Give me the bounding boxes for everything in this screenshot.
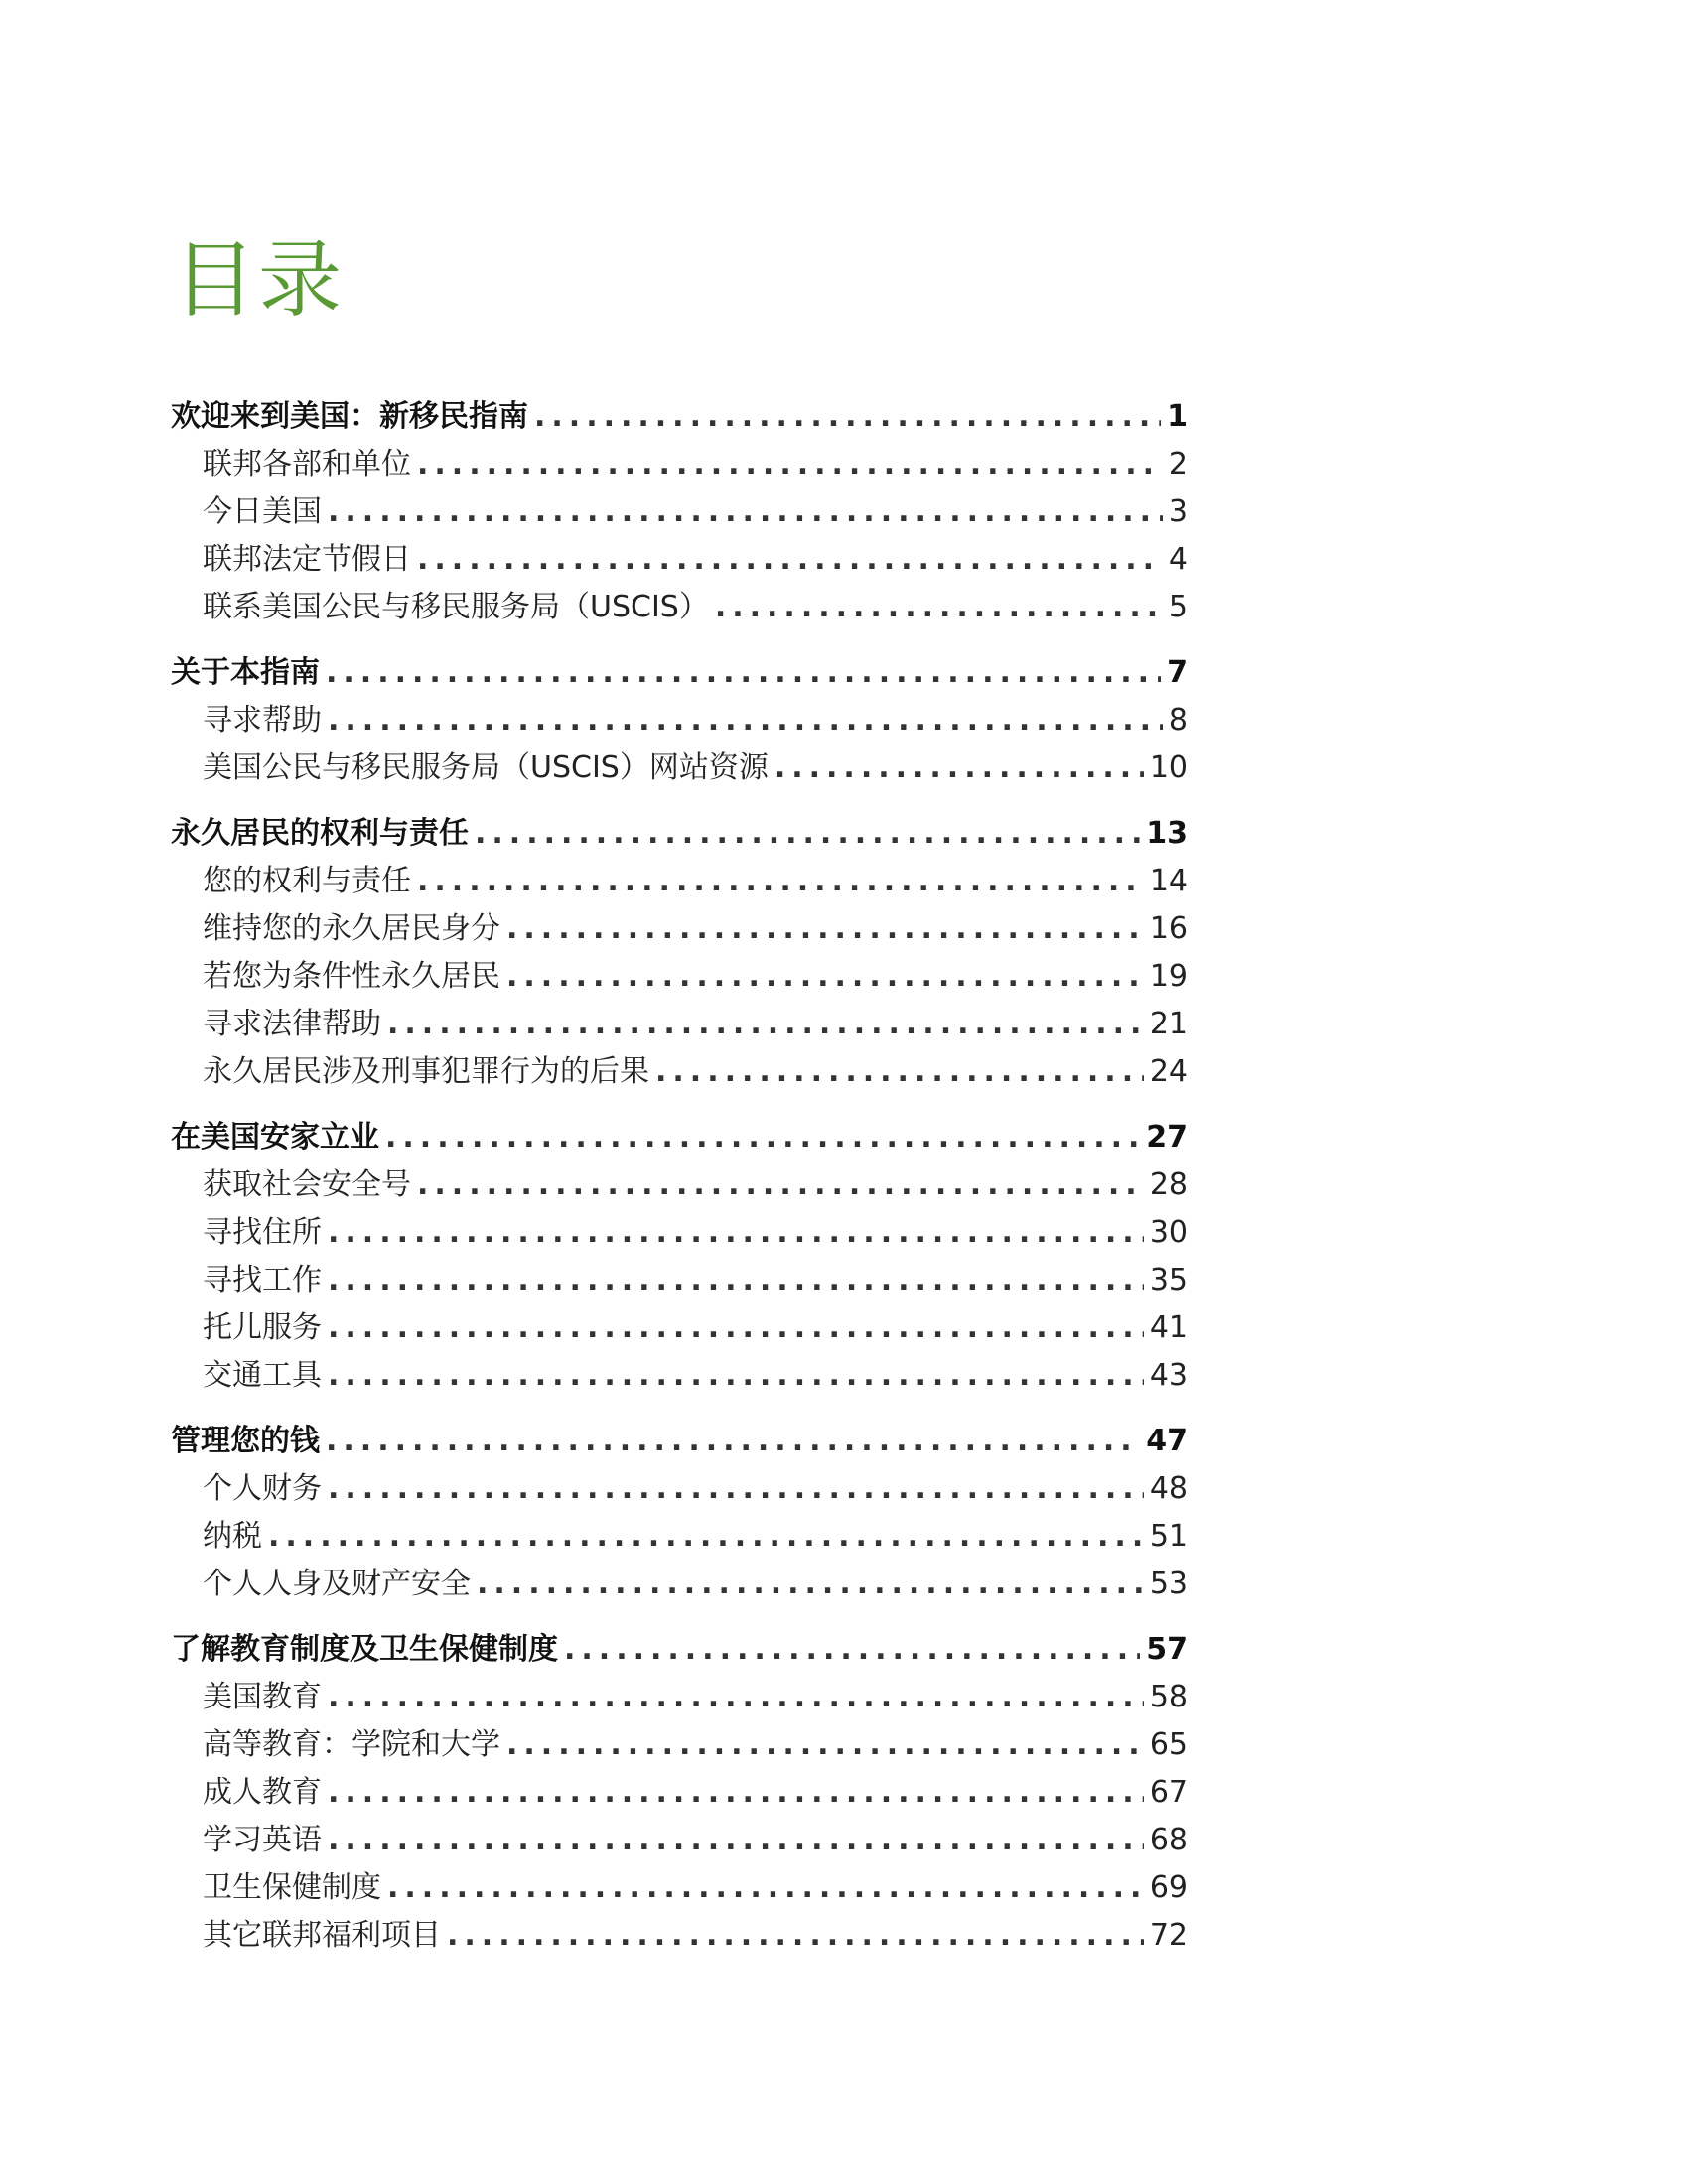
page-number: 72 [1149,1918,1188,1953]
toc-entry-label: 永久居民涉及刑事犯罪行为的后果 [203,1054,649,1089]
dot-leader [477,1561,1144,1608]
page-number: 14 [1149,864,1188,898]
toc-section [171,810,1188,1096]
toc-entry[interactable] [171,1769,1188,1817]
toc-entry[interactable] [171,1352,1188,1400]
toc-entry-label: 寻求帮助 [203,703,322,738]
toc-entry-label: 寻找工作 [203,1263,322,1297]
toc-entry[interactable] [171,1048,1188,1096]
table-of-contents [171,393,1188,1978]
page-number: 47 [1146,1424,1188,1458]
toc-entry[interactable] [171,1304,1188,1352]
toc-entry[interactable] [171,488,1188,536]
toc-section [171,1418,1188,1608]
toc-entry[interactable] [171,697,1188,745]
toc-entry[interactable] [171,536,1188,584]
dot-leader [447,1912,1144,1960]
toc-entry-label: 成人教育 [203,1775,322,1810]
toc-section [171,649,1188,792]
toc-entry[interactable] [171,1674,1188,1721]
toc-entry[interactable] [171,441,1188,488]
toc-entry[interactable] [171,1912,1188,1960]
toc-entry-label: 获取社会安全号 [203,1167,411,1202]
dot-leader [506,953,1144,1001]
dot-leader [417,536,1163,584]
dot-leader [564,1626,1140,1674]
page-number: 24 [1149,1054,1188,1089]
toc-entry-label: 寻求法律帮助 [203,1007,381,1041]
page-number: 67 [1149,1775,1188,1810]
page-number: 48 [1149,1471,1188,1506]
toc-entry[interactable] [171,584,1188,631]
toc-entry[interactable] [171,905,1188,953]
toc-entry-label: 托儿服务 [203,1310,322,1345]
dot-leader [268,1513,1144,1561]
toc-entry[interactable] [171,1465,1188,1513]
page-number: 13 [1146,816,1188,851]
toc-section-title: 欢迎来到美国：新移民指南 [171,399,528,434]
page-number: 43 [1149,1358,1188,1393]
dot-leader [715,584,1163,631]
toc-entry[interactable] [171,1001,1188,1048]
toc-entry[interactable] [171,953,1188,1001]
toc-entry-label: 学习英语 [203,1823,322,1857]
page-number: 19 [1149,959,1188,994]
toc-entry[interactable] [171,745,1188,792]
toc-section [171,393,1188,631]
toc-entry[interactable] [171,858,1188,905]
dot-leader [655,1048,1144,1096]
dot-leader [417,858,1144,905]
page-number: 7 [1167,655,1188,690]
dot-leader [328,1769,1144,1817]
toc-entry-label: 个人财务 [203,1471,322,1506]
page-number: 21 [1149,1007,1188,1041]
toc-entry-label: 其它联邦福利项目 [203,1918,441,1953]
page-number: 1 [1167,399,1188,434]
page-title: 目录 [173,231,345,329]
dot-leader [328,1304,1144,1352]
page-number: 69 [1149,1870,1188,1905]
dot-leader [328,1817,1144,1864]
dot-leader [506,905,1144,953]
dot-leader [417,1161,1144,1209]
dot-leader [328,1674,1144,1721]
toc-entry-label: 交通工具 [203,1358,322,1393]
toc-section [171,1114,1188,1400]
toc-entry[interactable] [171,1209,1188,1257]
page-number: 28 [1149,1167,1188,1202]
toc-section-heading[interactable] [171,1114,1188,1161]
dot-leader [475,810,1140,858]
page-number: 3 [1168,494,1188,529]
dot-leader [534,393,1161,441]
dot-leader [328,488,1163,536]
toc-entry[interactable] [171,1161,1188,1209]
dot-leader [417,441,1163,488]
page-number: 65 [1149,1727,1188,1762]
toc-entry-label: 维持您的永久居民身分 [203,911,500,946]
page-number: 4 [1168,542,1188,577]
toc-section-title: 在美国安家立业 [171,1120,379,1155]
toc-entry[interactable] [171,1817,1188,1864]
dot-leader [328,697,1163,745]
toc-entry[interactable] [171,1721,1188,1769]
page-number: 57 [1146,1632,1188,1667]
toc-entry-label: 高等教育：学院和大学 [203,1727,500,1762]
toc-entry-label: 寻找住所 [203,1215,322,1250]
toc-entry-label: 纳税 [203,1519,262,1554]
dot-leader [328,1465,1144,1513]
toc-section-heading[interactable] [171,393,1188,441]
toc-entry-label: 美国公民与移民服务局（USCIS）网站资源 [203,751,769,785]
toc-entry-label: 您的权利与责任 [203,864,411,898]
dot-leader [328,1209,1144,1257]
dot-leader [506,1721,1144,1769]
toc-entry-label: 美国教育 [203,1680,322,1714]
toc-section-title: 了解教育制度及卫生保健制度 [171,1632,558,1667]
page-number: 2 [1168,447,1188,481]
page-number: 30 [1149,1215,1188,1250]
toc-section-heading[interactable] [171,1418,1188,1465]
toc-entry-label: 今日美国 [203,494,322,529]
page-number: 8 [1168,703,1188,738]
page-number: 10 [1149,751,1188,785]
toc-entry-label: 联邦法定节假日 [203,542,411,577]
page-number: 35 [1149,1263,1188,1297]
toc-entry-label: 若您为条件性永久居民 [203,959,500,994]
toc-section-heading[interactable] [171,649,1188,697]
dot-leader [774,745,1144,792]
toc-entry[interactable] [171,1561,1188,1608]
toc-section-heading[interactable] [171,1626,1188,1674]
page-number: 68 [1149,1823,1188,1857]
dot-leader [328,1352,1144,1400]
dot-leader [387,1001,1144,1048]
toc-entry-label: 联邦各部和单位 [203,447,411,481]
dot-leader [326,1418,1140,1465]
page-number: 58 [1149,1680,1188,1714]
toc-entry-label: 卫生保健制度 [203,1870,381,1905]
dot-leader [387,1864,1144,1912]
page-number: 5 [1168,590,1188,624]
page-number: 16 [1149,911,1188,946]
toc-entry-label: 联系美国公民与移民服务局（USCIS） [203,590,709,624]
dot-leader [326,649,1161,697]
page-number: 53 [1149,1567,1188,1601]
dot-leader [328,1257,1144,1304]
page-number: 51 [1149,1519,1188,1554]
page-number: 27 [1146,1120,1188,1155]
toc-section-heading[interactable] [171,810,1188,858]
toc-entry[interactable] [171,1864,1188,1912]
toc-entry[interactable] [171,1257,1188,1304]
toc-section-title: 关于本指南 [171,655,320,690]
page-number: 41 [1149,1310,1188,1345]
toc-section [171,1626,1188,1960]
toc-section-title: 管理您的钱 [171,1424,320,1458]
toc-entry[interactable] [171,1513,1188,1561]
toc-section-title: 永久居民的权利与责任 [171,816,469,851]
dot-leader [385,1114,1140,1161]
toc-entry-label: 个人人身及财产安全 [203,1567,471,1601]
